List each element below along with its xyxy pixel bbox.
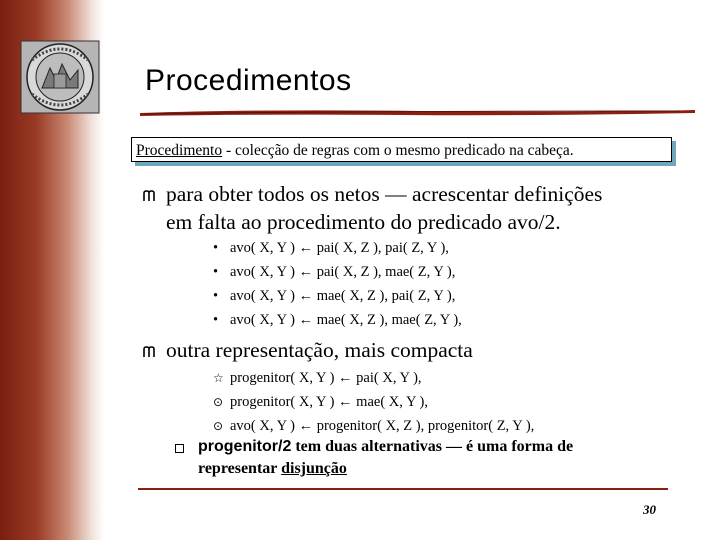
rule-text: progenitor( X, Y ) ← pai( X, Y ), [230,370,422,386]
university-seal-logo [20,40,100,114]
definition-text: - colecção de regras com o mesmo predicado na cabeça. [222,142,574,159]
rule-text: avo( X, Y ) ← mae( X, Z ), mae( Z, Y ), [230,312,462,328]
rule-item [213,366,422,390]
clock-icon: ⊙ [213,419,224,433]
rule-item [213,414,534,438]
rule-text: avo( X, Y ) ← pai( X, Z ), mae( Z, Y ), [230,264,456,280]
subpoint-line2-prefix: representar [198,460,282,477]
rule-item [213,284,455,308]
rule-text: avo( X, Y ) ← progenitor( X, Z ), progenitor( Z, Y ), [230,418,535,434]
point2-text: outra representação, mais compacta [166,338,473,362]
subpoint-line2-term: disjunção [281,460,347,477]
bullet-icon [143,190,157,202]
bullet-icon [143,346,157,358]
bottom-divider [138,488,668,490]
subpoint-term: progenitor/2 [198,438,292,455]
rule-text: avo( X, Y ) ← pai( X, Z ), pai( Z, Y ), [230,240,449,256]
bullet-dot-icon: • [213,240,219,256]
rule-item [213,308,462,332]
clock-icon: ⊙ [213,395,224,409]
rule-item [213,260,455,284]
subpoint-text: tem duas alternativas — é uma forma de [291,438,574,455]
bullet-dot-icon: • [213,264,219,280]
star-icon: ☆ [213,371,224,385]
bullet-dot-icon: • [213,288,219,304]
checkbox-bullet-icon [175,444,184,453]
rule-item [213,390,428,414]
definition-box [131,137,672,162]
point1-line2: em falta ao procedimento do predicado avo/2. [166,210,561,234]
definition-term: Procedimento [136,142,223,159]
slide-title: Procedimentos [145,64,352,97]
rule-text: progenitor( X, Y ) ← mae( X, Y ), [230,394,428,410]
point1-line1: para obter todos os netos — acrescentar definições [166,182,603,206]
subpoint [198,436,573,480]
rule-item [213,236,449,260]
title-underline-brush [140,104,695,120]
page-number: 30 [643,502,656,517]
bullet-dot-icon: • [213,312,219,328]
rule-text: avo( X, Y ) ← mae( X, Z ), pai( Z, Y ), [230,288,456,304]
